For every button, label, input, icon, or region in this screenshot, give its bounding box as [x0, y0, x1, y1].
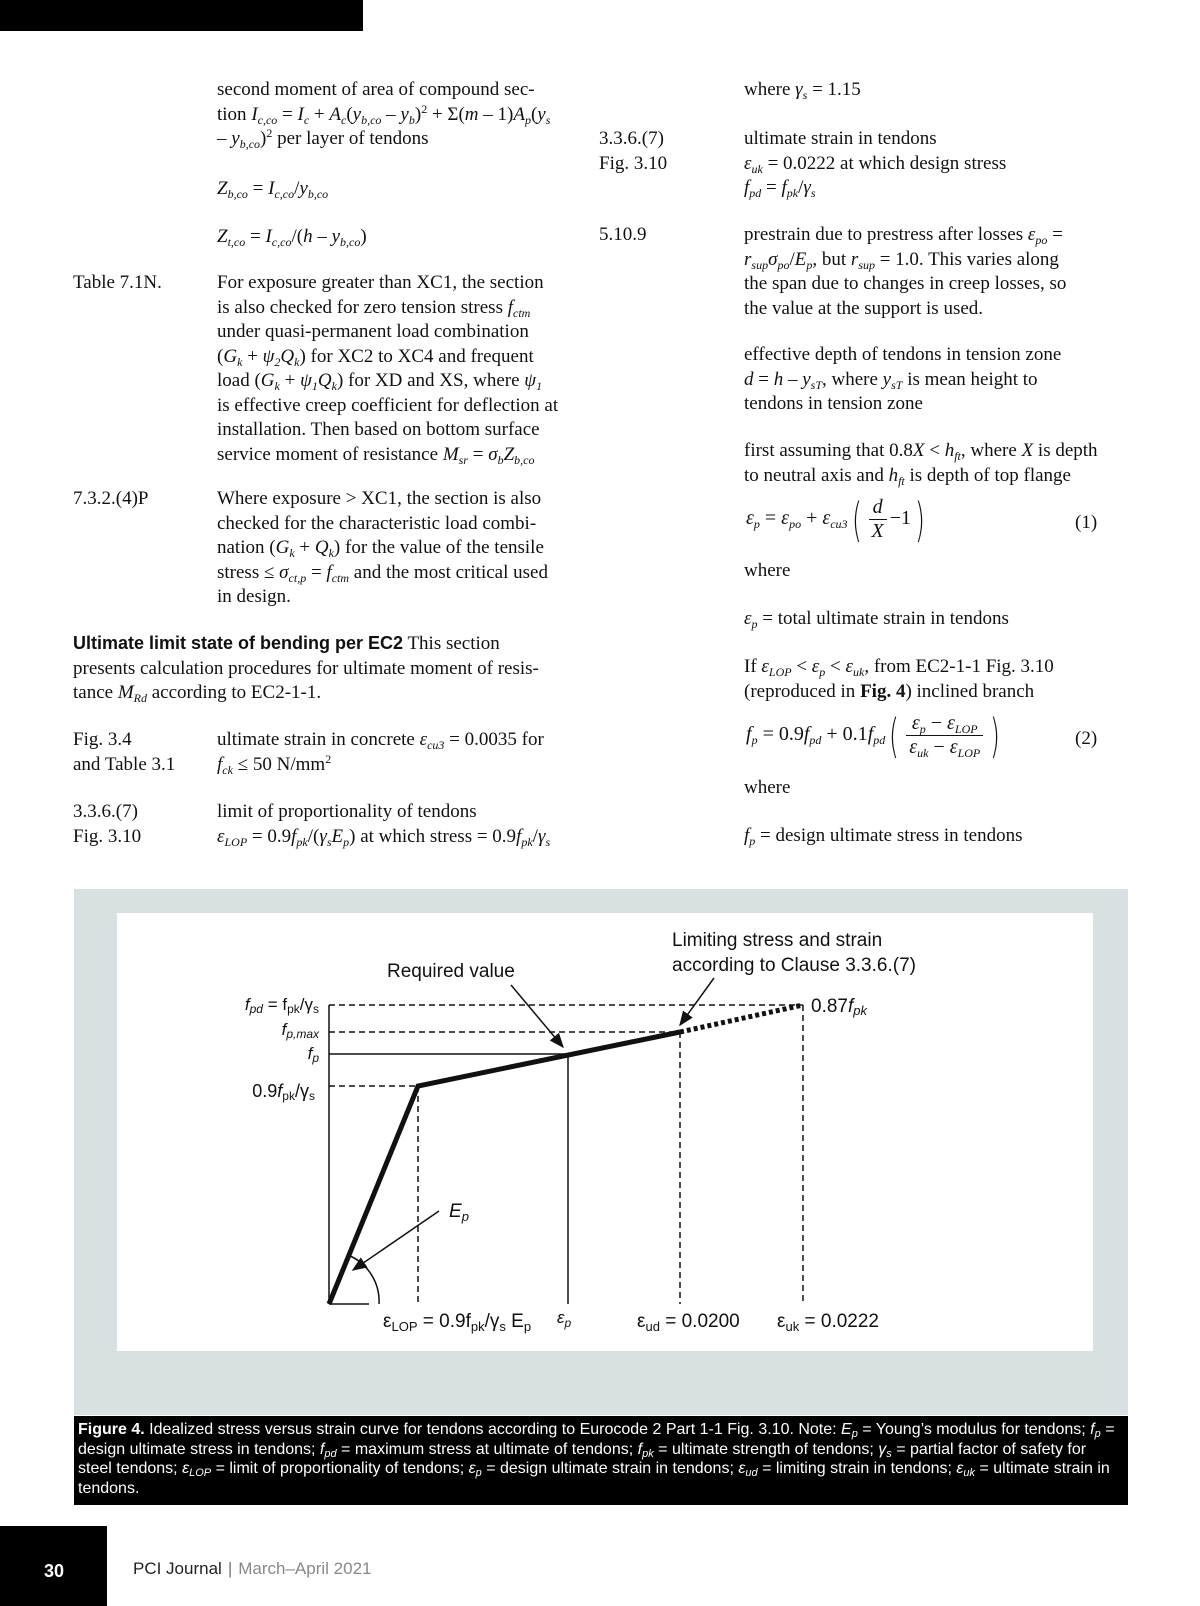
- label-fp: fp: [307, 1044, 319, 1065]
- clause-3-3-6-ref-right: 3.3.6.(7) Fig. 3.10: [599, 128, 668, 174]
- equation-2-number: (2): [1075, 728, 1098, 749]
- lop-text: limit of proportionality of tendons $\varepsilon_{LOP} = 0.9f_{pk}/(\gamma_sE_p)$ at which stress = $0.9f_{pk}/\gamma_s$: [217, 801, 551, 849]
- label-fpmax: fp,max: [281, 1020, 319, 1041]
- prestrain-paragraph: prestrain due to prestress after losses $\varepsilon_{po}$ = $r_{sup}\sigma_{po}/E_p$, but $r_{sup} = 1.0$. This varies along the span due to changes in creep losses, so the value at the support is used.: [744, 224, 1067, 319]
- top-black-bar: [0, 0, 363, 31]
- stress-strain-diagram: [117, 913, 1093, 1351]
- ztco-equation: $Z_{t,co} = I_{c,co}/(h - y_{b,co})$: [217, 226, 367, 249]
- neutral-axis-paragraph: first assuming that $0.8X < h_{ft}$, where X is depth to neutral axis and $h_{ft}$ is depth of top flange: [744, 440, 1098, 488]
- epsilon-p-definition: $\varepsilon_p$ = total ultimate strain in tendons: [744, 608, 1009, 631]
- ultimate-strain-tendons: ultimate strain in tendons $\varepsilon_{uk} = 0.0222$ at which design stress $f_{pd} = f_{pk}/\gamma_s$: [744, 128, 1007, 200]
- where-1: where: [744, 560, 791, 581]
- fig-3-4-ref: Fig. 3.4 and Table 3.1: [73, 729, 176, 775]
- limiting-arrow: [680, 978, 714, 1025]
- limiting-label-line2: according to Clause 3.3.6.(7): [672, 955, 916, 976]
- clause-5-10-9-ref: 5.10.9: [599, 224, 647, 245]
- label-euk: $\varepsilon_{uk} = 0.0222$: [777, 1311, 879, 1334]
- figure-4-plot-area: [117, 913, 1093, 1351]
- gamma-s-text: where $\gamma_s = 1.15$: [744, 79, 861, 102]
- page-number-box: [0, 1526, 107, 1606]
- compound-section-text: second moment of area of compound sec- tion $I_{c,co} = I_c + A_c(y_{b,co} - y_b)^2 + \Sigma(m - 1)A_p(y_s$ – $y_{b,co})^2$ per layer of tendons: [217, 79, 551, 151]
- required-value-label: Required value: [387, 961, 515, 982]
- required-value-arrow: [511, 985, 563, 1047]
- uls-paragraph: Ultimate limit state of bending per EC2 This section presents calculation procedures for ultimate moment of resis- tance $M_{Rd}$ according to EC2-1-1.: [73, 633, 539, 705]
- footer-journal: [133, 1559, 372, 1579]
- zbco-equation: $Z_{b,co} = I_{c,co}/y_{b,co}$: [217, 178, 329, 201]
- footer-separator: |: [227, 1559, 233, 1578]
- ultimate-strain-concrete: ultimate strain in concrete $\varepsilon_{cu3} = 0.0035$ for $f_{ck} \le 50$ $N/mm^2$: [217, 729, 544, 777]
- caption-title: Figure 4.: [78, 1421, 145, 1438]
- limiting-label-line1: Limiting stress and strain: [672, 930, 883, 951]
- uls-heading: Ultimate limit state of bending per EC2: [73, 633, 404, 653]
- curve-extension: [680, 1005, 803, 1032]
- effective-depth-paragraph: effective depth of tendons in tension zone $d = h - y_{sT}$, where $y_{sT}$ is mean height to tendons in tension zone: [744, 344, 1062, 414]
- label-fpd: fpd = fpk/γs: [244, 995, 319, 1016]
- label-epsilon-p: $\varepsilon_p$: [557, 1308, 572, 1330]
- label-09fpk: 0.9fpk/γs: [252, 1081, 315, 1103]
- label-elop: $\varepsilon_{LOP} = 0.9f_{pk}/\gamma_s$ $E_p$: [383, 1311, 532, 1334]
- fp-definition: $f_p$ = design ultimate stress in tendons: [744, 825, 1023, 848]
- exposure-paragraph: For exposure greater than XC1, the section is also checked for zero tension stress $f_{ctm}$ under quasi-permanent load combination $(G_k + \psi_2Q_k)$ for XC2 to XC4 and frequent load $(G_k + \psi_1Q_k)$ for XD and XS, where $\psi_1$ is effective creep coefficient for deflection at installation. Then based on bottom surface service moment of resistance $M_{sr} = \sigma_bZ_{b,co}$: [217, 272, 559, 467]
- journal-name: PCI Journal: [133, 1559, 222, 1578]
- stress-strain-curve: [329, 1032, 680, 1304]
- table-7-1n-ref: Table 7.1N.: [73, 272, 162, 293]
- inclined-branch-paragraph: If $\varepsilon_{LOP} < \varepsilon_p < \varepsilon_{uk}$, from EC2-1-1 Fig. 3.10 (reproduced in Fig. 4) inclined branch: [744, 656, 1054, 702]
- characteristic-load-paragraph: Where exposure > XC1, the section is also checked for the characteristic load combi- nation $(G_k + Q_k)$ for the value of the tensile stress ≤ $\sigma_{ct,p} = f_{ctm}$ and the most critical used in design.: [217, 488, 548, 607]
- label-eud: $\varepsilon_{ud} = 0.0200$: [637, 1311, 740, 1334]
- clause-3-3-6-ref-left: 3.3.6.(7) Fig. 3.10: [73, 801, 142, 847]
- figure-4-panel: [74, 889, 1128, 1415]
- label-ep: $E_p$: [449, 1201, 469, 1224]
- equation-1-number: (1): [1075, 512, 1098, 533]
- equation-1: $\varepsilon_p = \varepsilon_{po} + \varepsilon_{cu3}$( $\frac{d}{X}$ −1): [746, 492, 925, 547]
- label-087fpk: 0.87fpk: [811, 996, 867, 1018]
- figure-4-caption: Figure 4. Idealized stress versus strain curve for tendons according to Eurocode 2 Part 1-1 Fig. 3.10. Note: $E_p$ = Young’s modulus for tendons; $f_p$ = design ultimate stress in tendons; $f_{pd}$ = maximum stress at ultimate of tendons; $f_{pk}$ = ultimate strength of tendons; $\gamma_s$ = partial factor of safety for steel tendons; $\varepsilon_{LOP}$ = limit of proportionality of tendons; $\varepsilon_p$ = design ultimate strain in tendons; $\varepsilon_{ud}$ = limiting strain in tendons; $\varepsilon_{uk}$ = ultimate strain in tendons.: [74, 1416, 1128, 1505]
- page-number: 30: [44, 1561, 65, 1581]
- equation-2: $f_p = 0.9f_{pd} + 0.1f_{pd}$( $\frac{\varepsilon_p - \varepsilon_{LOP}}{\varepsilon_{uk} - \varepsilon_{LOP}}$ ): [746, 708, 1001, 763]
- journal-issue: March–April 2021: [238, 1559, 372, 1578]
- clause-7-3-2-ref: 7.3.2.(4)P: [73, 488, 149, 509]
- where-2: where: [744, 777, 791, 798]
